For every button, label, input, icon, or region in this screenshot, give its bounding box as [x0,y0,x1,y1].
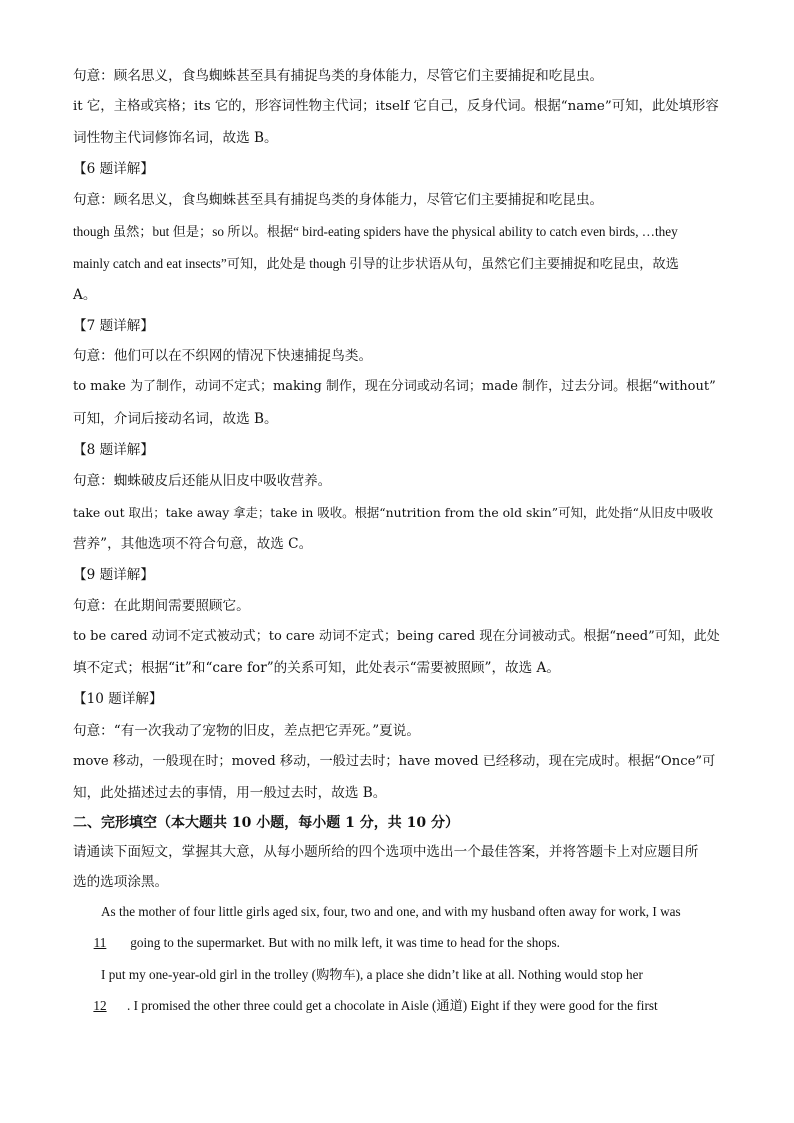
text-line: it 它，主格或宾格；its 它的，形容词性物主代词；itself 它自己，反身代词。根据“name”可知，此处填形容 [73,99,719,114]
text-line: 句意：顾名思义，食鸟蜘蛛甚至具有捕捉鸟类的身体能力，尽管它们主要捕捉和吃昆虫。 [73,192,604,208]
text-line: mainly catch and eat insects”可知，此处是 though 引导的让步状语从句，虽然它们主要捕捉和吃昆虫，故选 [73,256,679,271]
question-heading: 【6 题详解】 [73,161,154,177]
text-line: 句意：“有一次我动了宠物的旧皮，差点把它弄死。”夏说。 [73,723,420,739]
question-heading: 【9 题详解】 [73,567,154,583]
question-heading: 【7 题详解】 [73,318,154,334]
blank-11: 11 [93,935,107,950]
text-line: take out 取出；take away 拿走；take in 吸收。根据“nutrition from the old skin”可知，此处指“从旧皮中吸收 [73,505,714,520]
instructions-line: 请通读下面短文，掌握其大意，从每小题所给的四个选项中选出一个最佳答案，并将答题卡上对应题目所 [73,844,699,860]
text-line: 句意：他们可以在不织网的情况下快速捕捉鸟类。 [73,348,373,364]
text-line: A。 [73,287,97,303]
text-line: to be cared 动词不定式被动式；to care 动词不定式；being cared 现在分词被动式。根据“need”可知，此处 [73,629,720,644]
question-heading: 【8 题详解】 [73,442,154,458]
text-line: 句意：顾名思义，食鸟蜘蛛甚至具有捕捉鸟类的身体能力，尽管它们主要捕捉和吃昆虫。 [73,68,604,84]
passage-text: . I promised the other three could get a chocolate in Aisle (通道) Eight if they were good for the first [127,998,658,1013]
text-line: 营养”，其他选项不符合句意，故选 C。 [73,536,313,552]
text-line: though 虽然；but 但是；so 所以。根据“ bird-eating spiders have the physical ability to catch even birds, …they [73,224,678,239]
passage-line [73,933,723,953]
text-line: 句意：在此期间需要照顾它。 [73,598,250,614]
blank-12: 12 [93,998,107,1013]
question-heading: 【10 题详解】 [73,691,163,707]
section-title: 二、完形填空（本大题共 10 小题，每小题 1 分，共 10 分） [73,815,459,831]
text-line: 词性物主代词修饰名词，故选 B。 [73,130,278,146]
text-line: 填不定式；根据“it”和“care for”的关系可知，此处表示“需要被照顾”，故选 A。 [73,660,560,676]
text-line: to make 为了制作，动词不定式；making 制作，现在分词或动名词；made 制作，过去分词。根据“without” [73,379,716,394]
passage-line: I put my one-year-old girl in the trolley (购物车), a place she didn’t like at all. Nothing would stop her [101,967,643,982]
passage-text: going to the supermarket. But with no milk left, it was time to head for the shops. [127,935,560,950]
passage-line: As the mother of four little girls aged six, four, two and one, and with my husband often away for work, I was [101,904,681,919]
text-line: move 移动，一般现在时；moved 移动，一般过去时；have moved 已经移动，现在完成时。根据“Once”可 [73,754,716,769]
text-line: 句意：蜘蛛破皮后还能从旧皮中吸收营养。 [73,473,332,489]
passage-line [73,996,723,1016]
text-line: 知，此处描述过去的事情，用一般过去时，故选 B。 [73,785,387,801]
text-line: 可知，介词后接动名词，故选 B。 [73,411,278,427]
instructions-line: 选的选项涂黑。 [73,874,169,890]
